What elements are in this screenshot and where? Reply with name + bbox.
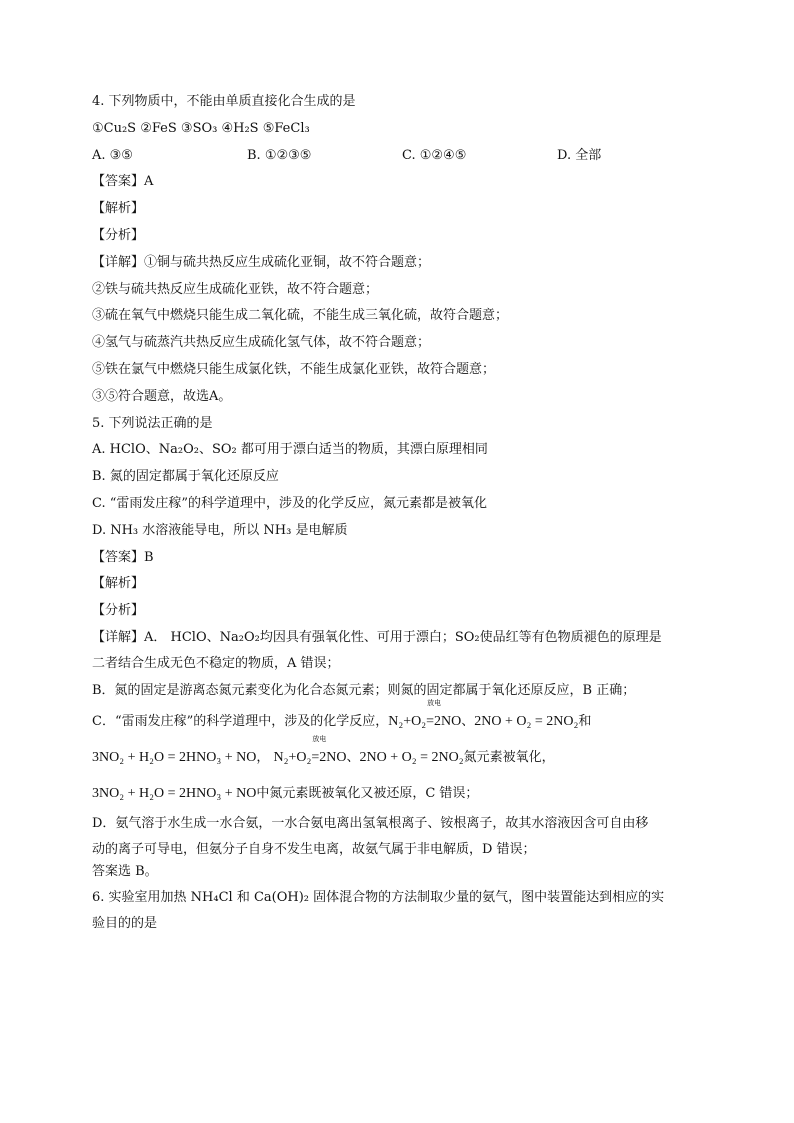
equation-n2-o2 — [273, 734, 347, 765]
q5-detail-a2: 二者结合生成无色不稳定的物质，A 错误； — [92, 655, 340, 671]
equation-no-o2: 2NO + O₂ = 2NO₂ — [359, 749, 464, 765]
q5-answer: 【答案】B — [92, 549, 154, 565]
equation-no-o2: 2NO + O₂ = 2NO₂ — [474, 713, 579, 729]
q4-option-d: D. 全部 — [557, 147, 602, 163]
q4-answer: 【答案】A — [92, 174, 154, 190]
q4-detail-line: ②铁与硫共热反应生成硫化亚铁，故不符合题意； — [92, 281, 379, 297]
reaction-arrow: 放电 = — [426, 698, 442, 729]
q5-stem: 5. 下列说法正确的是 — [92, 415, 213, 431]
comma: ， — [256, 749, 270, 765]
q4-option-a: A. ③⑤ — [92, 147, 133, 163]
q5-detail-c-line2 — [92, 734, 712, 772]
q4-fenxi-label: 【分析】 — [92, 227, 145, 243]
q4-jiexi-label: 【解析】 — [92, 201, 145, 217]
q5-detail-c-text: 氮元素被氧化， — [463, 749, 555, 765]
condition-label: 放电 — [427, 698, 442, 707]
q4-items: ①Cu₂S ②FeS ③SO₃ ④H₂S ⑤FeCl₃ — [92, 120, 310, 136]
eq-rhs: 2NO — [434, 713, 462, 729]
q5-option-d: D. NH₃ 水溶液能导电，所以 NH₃ 是电解质 — [92, 522, 348, 538]
q4-detail-line: ③硫在氧气中燃烧只能生成二氧化硫，不能生成三氧化硫，故符合题意； — [92, 308, 509, 324]
q5-option-a: A. HClO、Na₂O₂、SO₂ 都可用于漂白适当的物质，其漂白原理相同 — [92, 442, 488, 458]
q5-fenxi-label: 【分析】 — [92, 603, 145, 619]
q5-detail-b: B．氮的固定是游离态氮元素变化为化合态氮元素；则氮的固定都属于氧化还原反应，B 正确； — [92, 682, 636, 698]
eq-rhs: 2NO — [319, 749, 347, 765]
q5-detail-c-text: 中氮元素既被氧化又被还原，C 错误； — [256, 785, 479, 801]
q5-detail-d2: 动的离子可导电，但氨分子自身不发生电离，故氨气属于非电解质，D 错误； — [92, 841, 536, 857]
q4-option-b: B. ①②③⑤ — [247, 147, 312, 163]
q4-detail-line: ⑤铁在氯气中燃烧只能生成氯化铁，不能生成氯化亚铁，故符合题意； — [92, 361, 496, 377]
eq-lhs: N₂+O₂ — [388, 713, 427, 729]
q4-options — [92, 146, 712, 166]
q5-detail-c-line3 — [92, 780, 712, 808]
q4-detail-line: 【详解】①铜与硫共热反应生成硫化亚铜，故不符合题意； — [92, 254, 431, 270]
equation-no2-h2o: 3NO₂ + H₂O = 2HNO₃ + NO — [92, 785, 257, 801]
equation-n2-o2 — [388, 698, 462, 729]
q6-stem-line1: 6. 实验室用加热 NH₄Cl 和 Ca(OH)₂ 固体混合物的方法制取少量的氨气，图中装置能达到相应的实 — [92, 890, 665, 906]
q5-final: 答案选 B。 — [92, 863, 158, 879]
separator: 、 — [346, 749, 360, 765]
separator: 、 — [461, 713, 475, 729]
q4-detail-line: ③⑤符合题意，故选A。 — [92, 388, 232, 404]
q5-option-b: B. 氮的固定都属于氧化还原反应 — [92, 469, 279, 485]
q5-option-c: C. “雷雨发庄稼”的科学道理中，涉及的化学反应，氮元素都是被氧化 — [92, 495, 488, 511]
condition-label: 放电 — [312, 734, 327, 743]
q4-option-c: C. ①②④⑤ — [402, 147, 467, 163]
equation-no2-h2o: 3NO₂ + H₂O = 2HNO₃ + NO — [92, 749, 257, 765]
q5-detail-c-text: C．“雷雨发庄稼”的科学道理中，涉及的化学反应， — [92, 713, 389, 729]
eq-lhs: N₂+O₂ — [273, 749, 312, 765]
q6-stem-line2: 验目的的是 — [92, 916, 158, 932]
q5-detail-c-line1 — [92, 698, 712, 736]
q5-detail-a1: 【详解】A． HClO、Na₂O₂均因具有强氧化性、可用于漂白；SO₂使品红等有色物质褪色的原理是 — [92, 629, 662, 645]
connector: 和 — [578, 713, 592, 729]
q5-detail-d1: D．氨气溶于水生成一水合氨，一水合氨电离出氢氧根离子、铵根离子，故其水溶液因含可自由移 — [92, 815, 649, 831]
reaction-arrow: 放电 = — [311, 734, 327, 765]
q4-detail-line: ④氢气与硫蒸汽共热反应生成硫化氢气体，故不符合题意； — [92, 335, 431, 351]
q5-jiexi-label: 【解析】 — [92, 576, 145, 592]
document-page — [92, 92, 712, 934]
q4-stem: 4. 下列物质中，不能由单质直接化合生成的是 — [92, 94, 356, 109]
